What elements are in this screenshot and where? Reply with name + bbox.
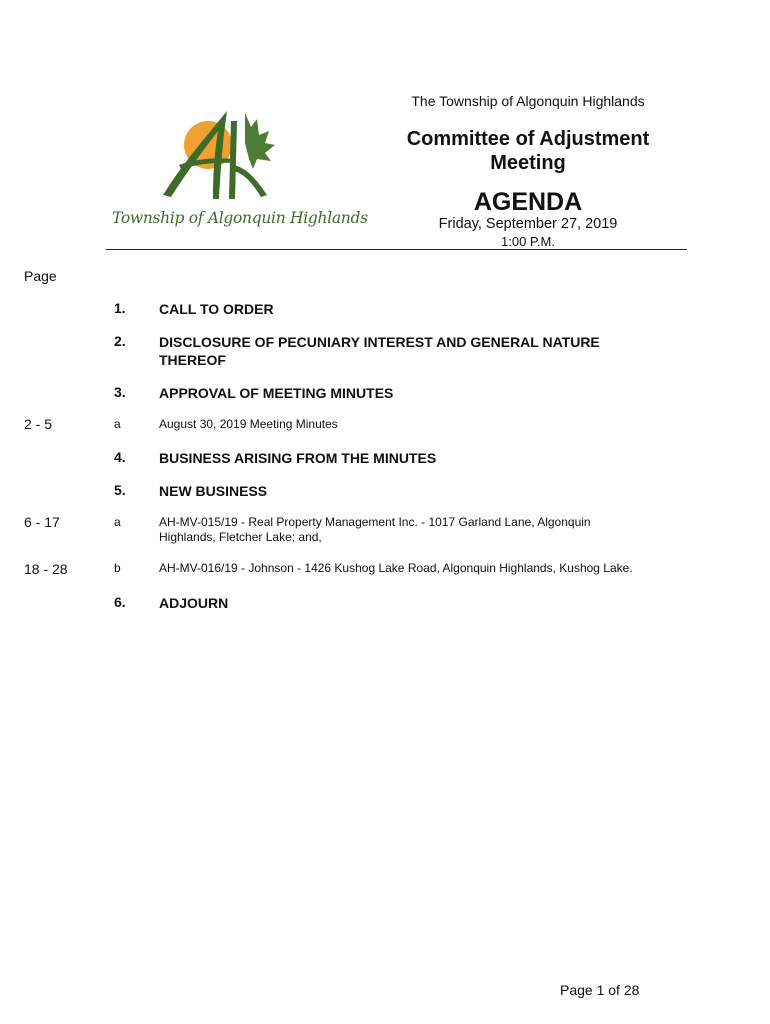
item-title: ADJOURN [159,595,229,611]
item-title: NEW BUSINESS [159,483,268,499]
item-number: 6. [114,594,126,610]
logo-graphic [105,103,355,213]
item-number: 1. [114,300,126,316]
page-column-label: Page [24,268,57,284]
page-footer: Page 1 of 28 [560,982,640,998]
item-title: BUSINESS ARISING FROM THE MINUTES [159,450,437,466]
meeting-time: 1:00 P.M. [501,234,555,249]
item-number: 3. [114,384,126,400]
committee-title: Committee of Adjustment Meeting [406,128,650,174]
item-number: 4. [114,449,126,465]
logo-letter-a [163,111,227,199]
logo-letter-h [229,121,237,199]
sub-item-text: AH-MV-015/19 - Real Property Management Inc. - 1017 Garland Lane, Algonquin Highlands, Fletcher Lake; and, [159,515,591,544]
header-divider [106,249,687,250]
agenda-title: AGENDA [473,188,583,216]
sub-item-text: AH-MV-016/19 - Johnson - 1426 Kushog Lake Road, Algonquin Highlands, Kushog Lake. [159,561,633,575]
township-line: The Township of Algonquin Highlands [411,93,645,109]
sub-item-letter: a [114,515,121,529]
logo-maple-leaf [245,113,275,169]
sub-item-text: August 30, 2019 Meeting Minutes [159,417,338,431]
item-number: 2. [114,333,126,349]
page-reference: 18 - 28 [24,561,68,577]
meeting-date: Friday, September 27, 2019 [438,216,618,232]
item-title: CALL TO ORDER [159,301,274,317]
township-logo [105,103,368,243]
sub-item-letter: a [114,417,121,431]
item-title: APPROVAL OF MEETING MINUTES [159,385,394,401]
item-title: DISCLOSURE OF PECUNIARY INTEREST AND GENERAL NATURE THEREOF [159,334,600,368]
logo-text: Township of Algonquin Highlands [112,209,368,227]
item-number: 5. [114,482,126,498]
page-reference: 6 - 17 [24,514,60,530]
page-reference: 2 - 5 [24,416,53,432]
sub-item-letter: b [114,561,121,575]
